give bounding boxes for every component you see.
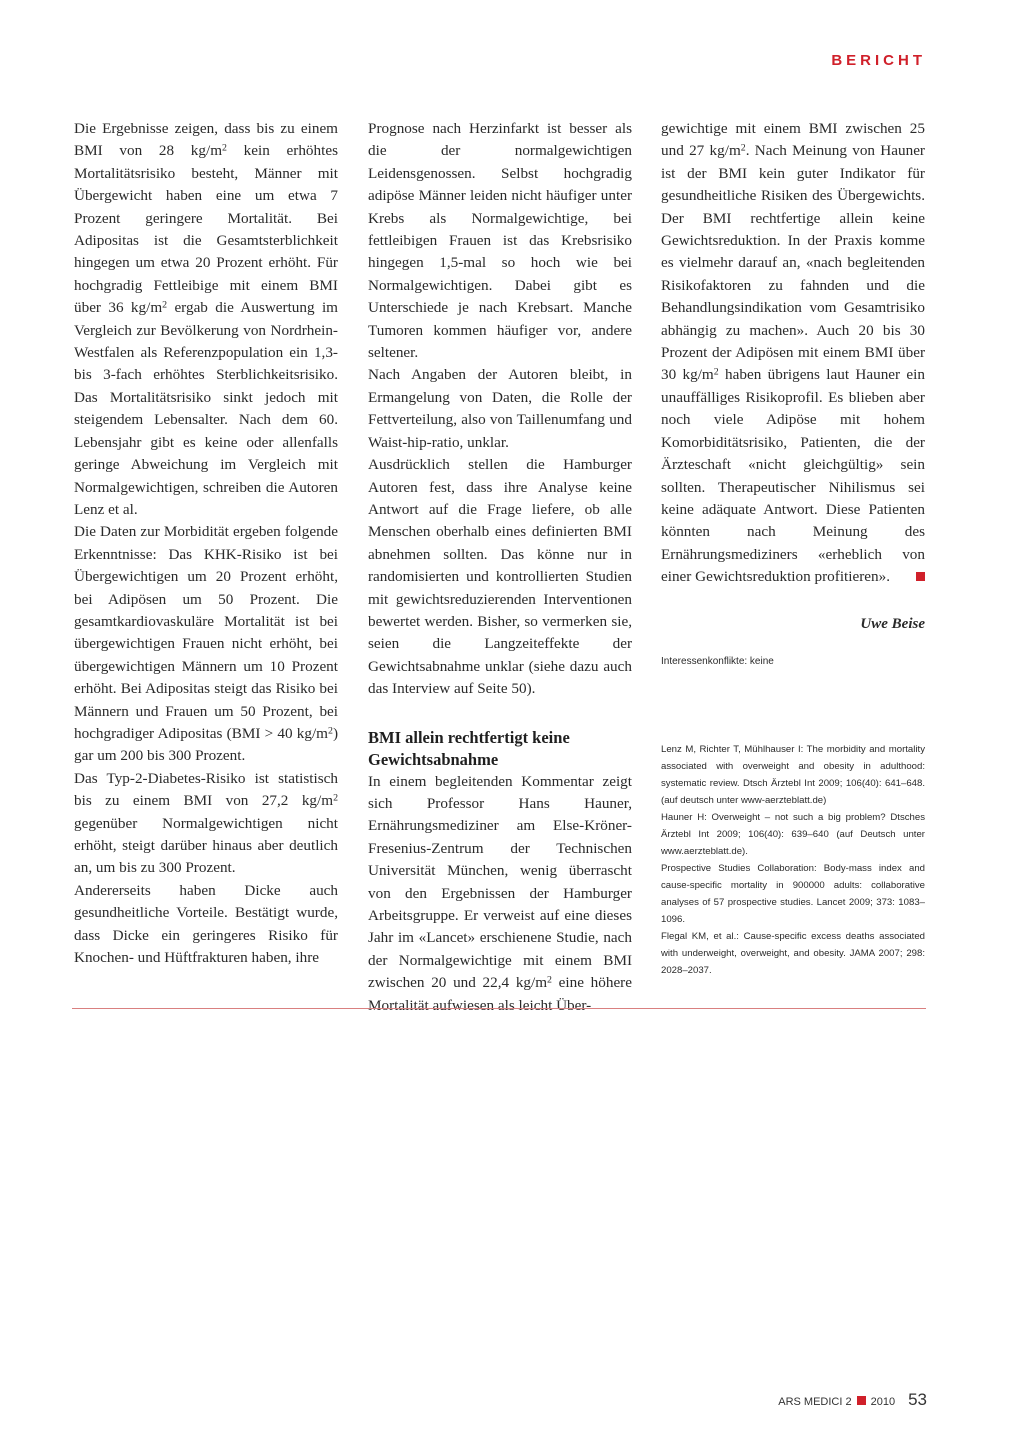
- article-column-1: [74, 118, 338, 969]
- subheading: BMI allein rechtfertigt keine Gewichtsabnahme: [368, 727, 570, 769]
- paragraph: Die Ergebnisse zeigen, dass bis zu einem BMI von 28 $kg/m^2$ kein erhöhtes Mortalitätsrisiko besteht, Männer mit Übergewicht haben eine um etwa 7 Prozent geringere Mortalität. Bei Adipositas ist die Gesamtsterblichkeit hingegen um etwa 20 Prozent erhöht. Für hochgradig Fettleibige mit einem BMI über 36 $kg/m^2$ ergab die Auswertung im Vergleich zur Bevölkerung von Nordrhein-Westfalen als Referenzpopulation ein 1,3- bis 3-fach erhöhtes Sterblichkeitsrisiko. Das Mortalitätsrisiko sinkt jedoch mit steigendem Lebensalter. Nach dem 60. Lebensjahr gibt es keine oder allenfalls geringe Abweichung im Vergleich mit Normalgewichtigen, schreiben die Autoren Lenz et al.: [74, 120, 338, 518]
- square-icon: [857, 1396, 866, 1405]
- reference-item: Lenz M, Richter T, Mühlhauser I: The morbidity and mortality associated with overweight and obesity in adulthood: systematic review. Dtsch Ärztebl Int 2009; 106(40): 641–648. (auf deutsch unter www-aerzteblatt.de): [661, 743, 925, 806]
- page-number: 53: [908, 1390, 927, 1409]
- paragraph: Nach Angaben der Autoren bleibt, in Ermangelung von Daten, die Rolle der Fettverteilung, also von Taillenumfang und Waist-hip-ratio, unklar.: [368, 366, 632, 451]
- paragraph: Das Typ-2-Diabetes-Risiko ist statistisch bis zu einem BMI von 27,2 $kg/m^2$ gegenüber Normalgewichtigen nicht erhöht, steigt darüber hinaus aber deutlich an, um bis zu 300 Prozent.: [74, 769, 338, 877]
- reference-item: Flegal KM, et al.: Cause-specific excess deaths associated with underweight, overweight, and obesity. JAMA 2007; 298: 2028–2037.: [661, 930, 925, 976]
- paragraph: Prognose nach Herzinfarkt ist besser als die der normalgewichtigen Leidensgenossen. Selbst hochgradig adipöse Männer leiden nicht häufiger unter Krebs als Normalgewichtige, bei fettleibigen Frauen ist das Krebsrisiko hingegen 1,5-mal so hoch wie bei Normalgewichtigen. Dabei gibt es Unterschiede je nach Krebsart. Manche Tumoren kommen häufiger vor, andere seltener.: [368, 120, 632, 362]
- reference-item: Hauner H: Overweight – not such a big problem? Dtsches Ärztebl Int 2009; 106(40): 639–640 (auf Deutsch unter www.aerzteblatt.de).: [661, 811, 925, 857]
- conflict-of-interest-note: Interessenkonflikte: keine: [661, 655, 774, 667]
- references: [661, 741, 925, 979]
- reference-item: Prospective Studies Collaboration: Body-mass index and cause-specific mortality in 900000 adults: collaborative analyses of 57 prospective studies. Lancet 2009; 373: 1083–1096.: [661, 862, 925, 925]
- bottom-divider: [72, 1008, 926, 1009]
- end-of-article-icon: [916, 572, 925, 581]
- paragraph: gewichtige mit einem BMI zwischen 25 und 27 $kg/m^2$. Nach Meinung von Hauner ist der BMI kein guter Indikator für gesundheitliche Risiken des Übergewichts. Der BMI rechtfertige allein keine Gewichtsreduktion. In der Praxis komme es vielmehr darauf an, «nach begleitenden Risikofaktoren zu fahnden und die Behandlungsindikation vom Gesamtrisiko abhängig zu machen». Auch 20 bis 30 Prozent der Adipösen mit einem BMI über 30 $kg/m^2$ haben übrigens laut Hauner ein unauffälliges Risikoprofil. Es blieben aber noch viele Adipöse mit hohem Komorbiditätsrisiko, Patienten, die der Ärzteschaft «nicht gleichgültig» sein sollten. Therapeutischer Nihilismus sei keine adäquate Antwort. Diese Patienten könnten nach Meinung des Ernährungsmediziners «erheblich von einer Gewichtsreduktion profitieren».: [661, 120, 925, 586]
- paragraph: Die Daten zur Morbidität ergeben folgende Erkenntnisse: Das KHK-Risiko ist bei Übergewichtigen um 20 Prozent erhöht, bei Adipösen um 50 Prozent. Die gesamtkardiovaskuläre Mortalität ist bei übergewichtigen Frauen nicht erhöht, bei übergewichtigen Männern um 10 Prozent erhöht. Bei Adipositas steigt das Risiko bei Männern und Frauen um 50 Prozent, bei hochgradiger Adipositas (BMI > 40 $kg/m^2$) gar um 200 bis 300 Prozent.: [74, 523, 338, 765]
- journal-year: 2010: [870, 1396, 896, 1408]
- paragraph: In einem begleitenden Kommentar zeigt sich Professor Hans Hauner, Ernährungsmediziner am Else-Kröner-Fresenius-Zentrum der Technischen Universität München, wenig überrascht von den Ergebnissen der Hamburger Arbeitsgruppe. Er verweist auf eine dieses Jahr im «Lancet» erschienene Studie, nach der Normalgewichtige mit einem BMI zwischen 20 und 22,4 $kg/m^2$ eine höhere Mortalität aufwiesen als leicht Über-: [368, 772, 632, 1014]
- article-column-3: [661, 118, 925, 979]
- journal-name: ARS MEDICI 2: [778, 1396, 852, 1408]
- section-label: BERICHT: [831, 52, 926, 69]
- author-name: Uwe Beise: [860, 615, 925, 632]
- page-footer: [778, 1390, 927, 1410]
- article-column-2: [368, 118, 632, 1017]
- paragraph: Ausdrücklich stellen die Hamburger Autoren fest, dass ihre Analyse keine Antwort auf die Frage liefere, ob alle Menschen oberhalb eines definierten BMI abnehmen sollten. Das könne nur in randomisierten und kontrollierten Studien mit gewichtsreduzierenden Interventionen bewertet werden. Bisher, so vermerken sie, seien die Langzeiteffekte der Gewichtsabnahme unklar (siehe dazu auch das Interview auf Seite 50).: [368, 456, 632, 698]
- paragraph: Andererseits haben Dicke auch gesundheitliche Vorteile. Bestätigt wurde, dass Dicke ein geringeres Risiko für Knochen- und Hüftfrakturen haben, ihre: [74, 881, 338, 967]
